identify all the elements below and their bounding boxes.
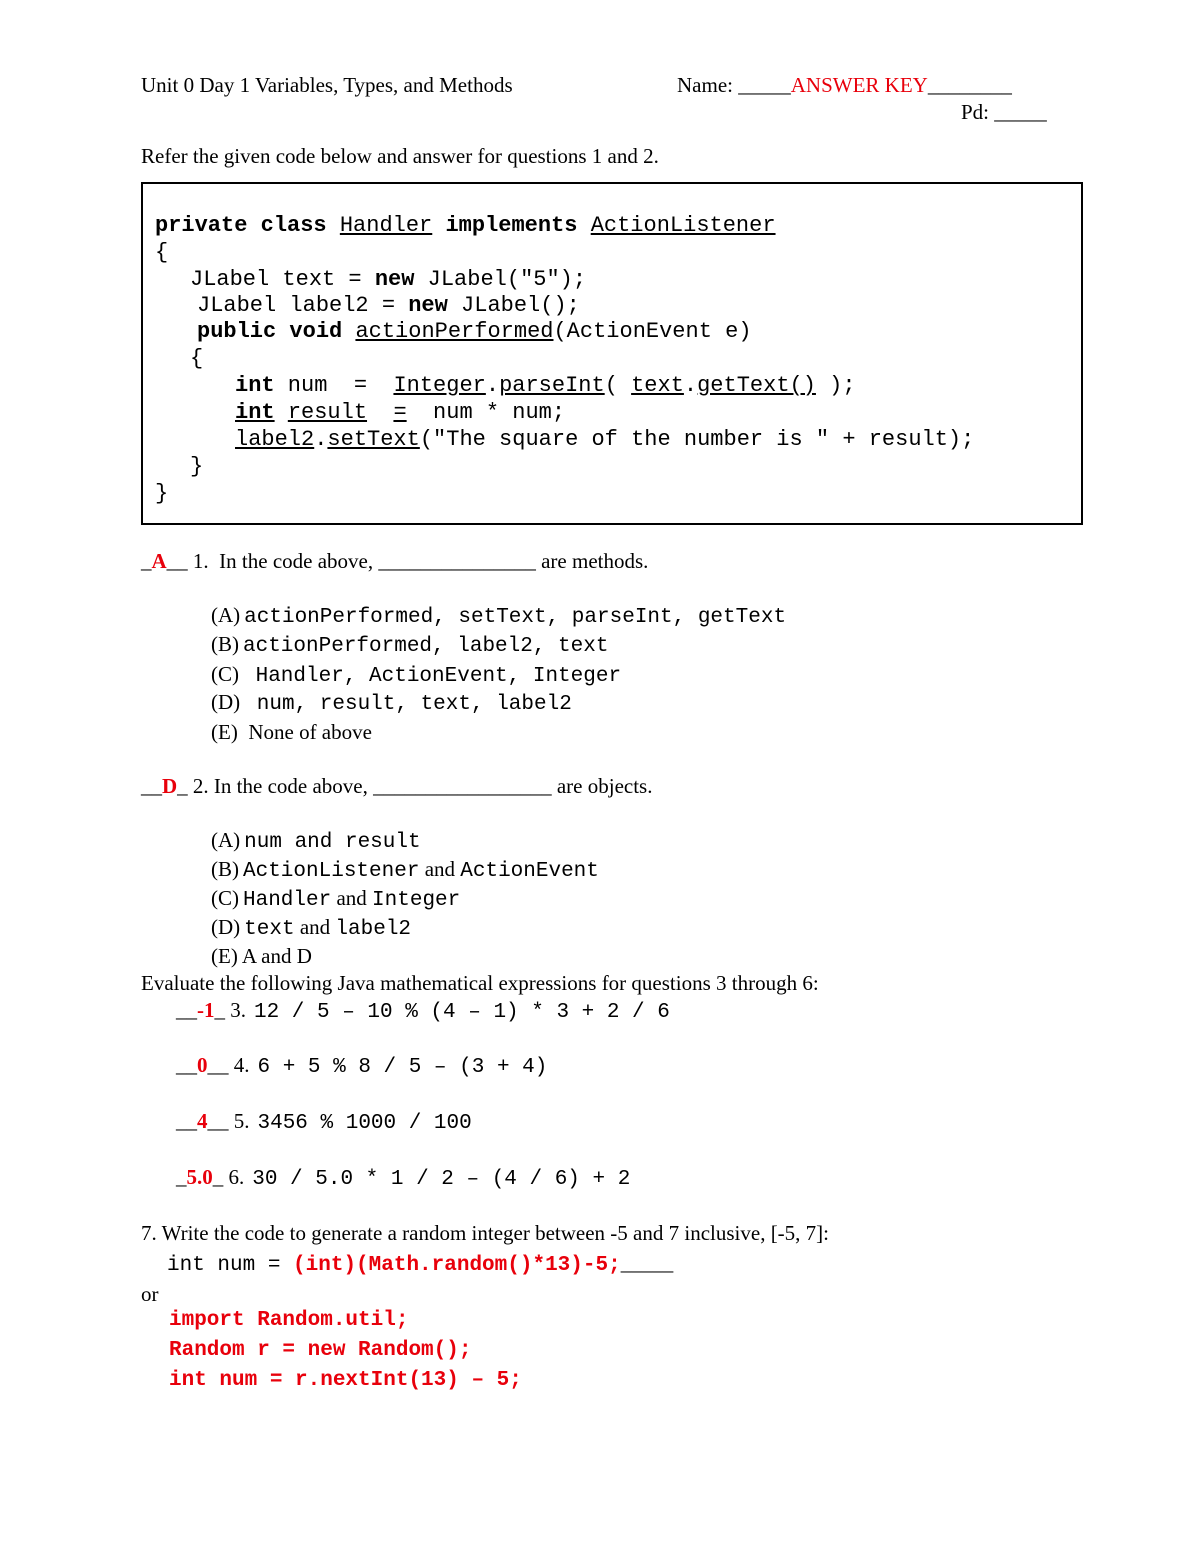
code-line-11: } <box>155 481 169 506</box>
q2-option-b <box>211 857 599 883</box>
code-text: . <box>683 373 698 398</box>
expression-5 <box>176 1109 472 1135</box>
answer-value: A <box>151 549 167 573</box>
option-text: and <box>331 886 373 910</box>
code-keyword: new <box>408 293 448 318</box>
code-text: . <box>485 373 500 398</box>
code-keyword: private class <box>155 213 340 238</box>
q1-option-a <box>211 603 786 629</box>
code-keyword: int <box>235 400 275 425</box>
option-code: text <box>244 918 295 941</box>
code-line-4 <box>197 293 580 318</box>
option-text: Handler, ActionEvent, Integer <box>243 665 622 688</box>
question-2 <box>141 774 652 799</box>
code-method-name: getText() <box>697 373 816 398</box>
code-line-5 <box>197 319 752 344</box>
code-method-name: setText <box>327 427 420 452</box>
expression-text: 3456 % 1000 / 100 <box>257 1112 472 1135</box>
q2-option-a <box>211 828 421 854</box>
answer-code-line-3: int num = r.nextInt(13) – 5; <box>169 1369 522 1392</box>
code-text: JLabel(); <box>447 293 580 318</box>
expression-text: 30 / 5.0 * 1 / 2 – (4 / 6) + 2 <box>252 1168 631 1191</box>
option-code: label2 <box>335 918 412 941</box>
expression-3 <box>176 998 670 1024</box>
code-method-name: parseInt <box>499 373 605 398</box>
code-line-8 <box>235 400 565 425</box>
code-line-3 <box>190 267 586 292</box>
answer-code-line-1: import Random.util; <box>169 1309 409 1332</box>
q2-option-c <box>211 886 460 912</box>
code-text: ( <box>604 373 632 398</box>
q1-option-d <box>211 690 572 716</box>
name-underline: ________ <box>927 73 1012 97</box>
q1-option-c <box>211 662 621 688</box>
option-code: Integer <box>372 889 461 912</box>
answer-code-line-2: Random r = new Random(); <box>169 1339 472 1362</box>
option-letter: (C) <box>211 662 239 686</box>
code-line-7 <box>235 373 856 398</box>
code-text: JLabel text = <box>190 267 375 292</box>
option-letter: (E) <box>211 720 238 744</box>
option-text: and <box>294 915 336 939</box>
question-7: 7. Write the code to generate a random integer between -5 and 7 inclusive, [-5, 7]: <box>141 1221 830 1245</box>
code-keyword: implements <box>432 213 591 238</box>
expression-4 <box>176 1053 547 1079</box>
answer-blank: _ <box>176 1165 187 1189</box>
option-letter: (A) <box>211 603 241 627</box>
question-number: __ 4. <box>207 1053 250 1077</box>
answer-key-label: ANSWER KEY <box>790 73 928 97</box>
code-keyword: public void <box>197 319 356 344</box>
q2-option-d <box>211 915 411 941</box>
option-letter: (C) <box>211 886 239 910</box>
intro-text: Refer the given code below and answer for questions 1 and 2. <box>141 144 659 168</box>
option-code: Handler <box>243 889 332 912</box>
question-1 <box>141 549 648 574</box>
code-class-name: Integer <box>393 373 486 398</box>
code-text: num * num; <box>406 400 566 425</box>
option-letter: (E) <box>211 944 238 968</box>
code-line-9 <box>235 427 974 452</box>
code-text: int num = <box>167 1254 294 1277</box>
option-text: num, result, text, label2 <box>244 693 572 716</box>
code-text: (ActionEvent e) <box>553 319 752 344</box>
q7-answer-line <box>167 1251 673 1277</box>
expression-text: 6 + 5 % 8 / 5 – (3 + 4) <box>257 1056 548 1079</box>
option-letter: (D) <box>211 690 241 714</box>
option-text: num and result <box>244 831 421 854</box>
code-text: num = <box>274 373 394 398</box>
code-variable: result <box>287 400 368 425</box>
code-text: JLabel label2 = <box>197 293 409 318</box>
answer-value: 4 <box>197 1109 208 1133</box>
code-operator: = <box>393 400 407 425</box>
option-text: and <box>419 857 461 881</box>
worksheet-title: Unit 0 Day 1 Variables, Types, and Methods <box>141 73 513 97</box>
question-number: _ 6. <box>212 1165 245 1189</box>
code-keyword: int <box>235 373 275 398</box>
evaluate-intro: Evaluate the following Java mathematical expressions for questions 3 through 6: <box>141 971 819 995</box>
code-variable: label2 <box>235 427 315 452</box>
option-letter: (B) <box>211 632 239 656</box>
answer-blank: __ <box>176 1053 197 1077</box>
code-keyword: new <box>374 267 415 292</box>
answer-value: -1 <box>197 998 215 1022</box>
answer-code: (int)(Math.random()*13)-5; <box>293 1254 621 1277</box>
question-number: _ 3. <box>214 998 246 1022</box>
code-text: ("The square of the number is " + result); <box>419 427 975 452</box>
code-class-name: Handler <box>339 213 433 238</box>
option-code: ActionListener <box>243 860 420 883</box>
option-text: actionPerformed, setText, parseInt, getText <box>244 606 787 629</box>
expression-6 <box>176 1165 630 1191</box>
option-letter: (B) <box>211 857 239 881</box>
option-text: None of above <box>248 720 372 744</box>
q2-option-e <box>211 944 312 969</box>
answer-blank: __ <box>176 1109 197 1133</box>
code-line-10: } <box>190 454 204 479</box>
answer-blank: _ <box>141 549 152 573</box>
expression-text: 12 / 5 – 10 % (4 – 1) * 3 + 2 / 6 <box>254 1001 670 1024</box>
answer-blank: _____ <box>620 1251 674 1275</box>
code-text <box>275 400 288 425</box>
q1-option-e <box>211 720 372 745</box>
option-code: ActionEvent <box>460 860 599 883</box>
answer-blank: __ <box>176 998 197 1022</box>
code-text <box>367 400 393 425</box>
or-text: or <box>141 1282 159 1306</box>
code-text: JLabel("5"); <box>414 267 587 292</box>
question-number: __ 5. <box>207 1109 250 1133</box>
answer-blank: __ <box>141 774 162 798</box>
question-text: _ 2. In the code above, _________________ are objects. <box>177 774 653 798</box>
answer-value: D <box>162 774 178 798</box>
code-line-6: { <box>190 346 204 371</box>
answer-value: 0 <box>197 1053 208 1077</box>
code-variable: text <box>631 373 684 398</box>
code-line-1 <box>155 213 776 238</box>
answer-value: 5.0 <box>186 1165 213 1189</box>
period-line: Pd: _____ <box>961 100 1047 124</box>
question-text: __ 1. In the code above, _______________ are methods. <box>166 549 649 573</box>
code-line-2: { <box>155 240 169 265</box>
code-text: ); <box>815 373 856 398</box>
option-letter: (A) <box>211 828 241 852</box>
option-text: A and D <box>241 944 312 968</box>
name-line <box>677 73 1012 98</box>
code-interface-name: ActionListener <box>590 213 776 238</box>
name-label: Name: _____ <box>677 73 791 97</box>
option-letter: (D) <box>211 915 241 939</box>
code-method-name: actionPerformed <box>355 319 554 344</box>
option-text: actionPerformed, label2, text <box>243 635 609 658</box>
q1-option-b <box>211 632 608 658</box>
code-text: . <box>314 427 328 452</box>
